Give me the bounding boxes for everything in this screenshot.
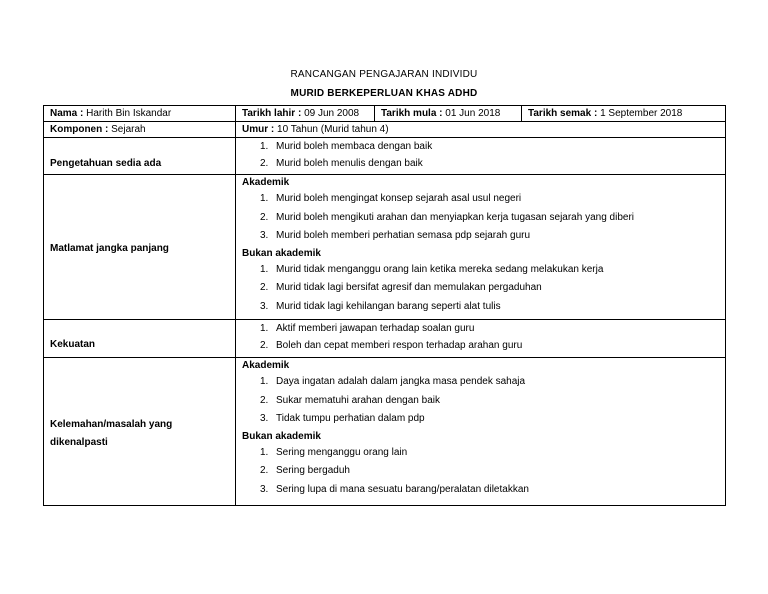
rpi-table [43, 105, 726, 506]
matlamat-content [236, 175, 726, 320]
tarikh-lahir-cell: Tarikh lahir : 09 Jun 2008 [236, 106, 375, 122]
document-title: RANCANGAN PENGAJARAN INDIVIDU [290, 69, 478, 80]
list-item: 3. Sering lupa di mana sesuatu barang/peralatan diletakkan [260, 483, 529, 495]
list-item: 1. Aktif memberi jawapan terhadap soalan guru [260, 323, 475, 334]
kelemahan-label-line1: Kelemahan/masalah yang [50, 418, 173, 430]
list-item: 3. Tidak tumpu perhatian dalam pdp [260, 413, 425, 425]
list-item: 1. Murid boleh membaca dengan baik [260, 141, 433, 152]
list-item: 1. Sering menganggu orang lain [260, 446, 408, 458]
pengetahuan-content [236, 138, 726, 175]
pengetahuan-label: Pengetahuan sedia ada [44, 138, 236, 175]
document-subtitle: MURID BERKEPERLUAN KHAS ADHD [290, 88, 478, 99]
matlamat-label: Matlamat jangka panjang [44, 175, 236, 320]
matlamat-akademik-heading: Akademik [242, 177, 290, 188]
tarikh-mula-cell: Tarikh mula : 01 Jun 2018 [375, 106, 522, 122]
kelemahan-label [44, 358, 236, 506]
list-item: 2. Boleh dan cepat memberi respon terhadap arahan guru [260, 340, 523, 351]
matlamat-bukan-list [242, 261, 719, 317]
kelemahan-bukan-heading: Bukan akademik [242, 430, 321, 442]
kekuatan-label: Kekuatan [44, 320, 236, 358]
kelemahan-akademik-heading: Akademik [242, 360, 290, 371]
header-row [44, 106, 726, 122]
kelemahan-label-line2: dikenalpasti [50, 436, 108, 448]
kekuatan-content [236, 320, 726, 358]
list-item: 2. Murid tidak lagi bersifat agresif dan memulakan pergaduhan [260, 282, 542, 294]
list-item: 1. Daya ingatan adalah dalam jangka masa pendek sahaja [260, 376, 526, 387]
list-item: 1. Murid boleh mengingat konsep sejarah asal usul negeri [260, 193, 522, 204]
matlamat-bukan-heading: Bukan akademik [242, 247, 321, 259]
kelemahan-row [44, 358, 726, 506]
list-item: 1. Murid tidak menganggu orang lain ketika mereka sedang melakukan kerja [260, 263, 604, 275]
kelemahan-akademik-list [242, 373, 719, 429]
list-item: 2. Sering bergaduh [260, 465, 350, 477]
list-item: 2. Sukar mematuhi arahan dengan baik [260, 394, 440, 406]
komponen-row [44, 122, 726, 138]
matlamat-row [44, 175, 726, 320]
pengetahuan-row [44, 138, 726, 175]
list-item: 3. Murid boleh memberi perhatian semasa pdp sejarah guru [260, 230, 531, 242]
tarikh-semak-cell: Tarikh semak : 1 September 2018 [522, 106, 726, 122]
list-item: 2. Murid boleh mengikuti arahan dan menyiapkan kerja tugasan sejarah yang diberi [260, 211, 634, 223]
kekuatan-row [44, 320, 726, 358]
komponen-cell: Komponen : Sejarah [44, 122, 236, 138]
list-item: 3. Murid tidak lagi kehilangan barang seperti alat tulis [260, 300, 501, 312]
list-item: 2. Murid boleh menulis dengan baik [260, 158, 423, 169]
kelemahan-content [236, 358, 726, 506]
umur-cell: Umur : 10 Tahun (Murid tahun 4) [236, 122, 726, 138]
pengetahuan-list [242, 138, 719, 172]
nama-cell: Nama : Harith Bin Iskandar [44, 106, 236, 122]
matlamat-akademik-list [242, 190, 719, 246]
kekuatan-list [242, 320, 719, 354]
kelemahan-bukan-list [242, 444, 719, 500]
